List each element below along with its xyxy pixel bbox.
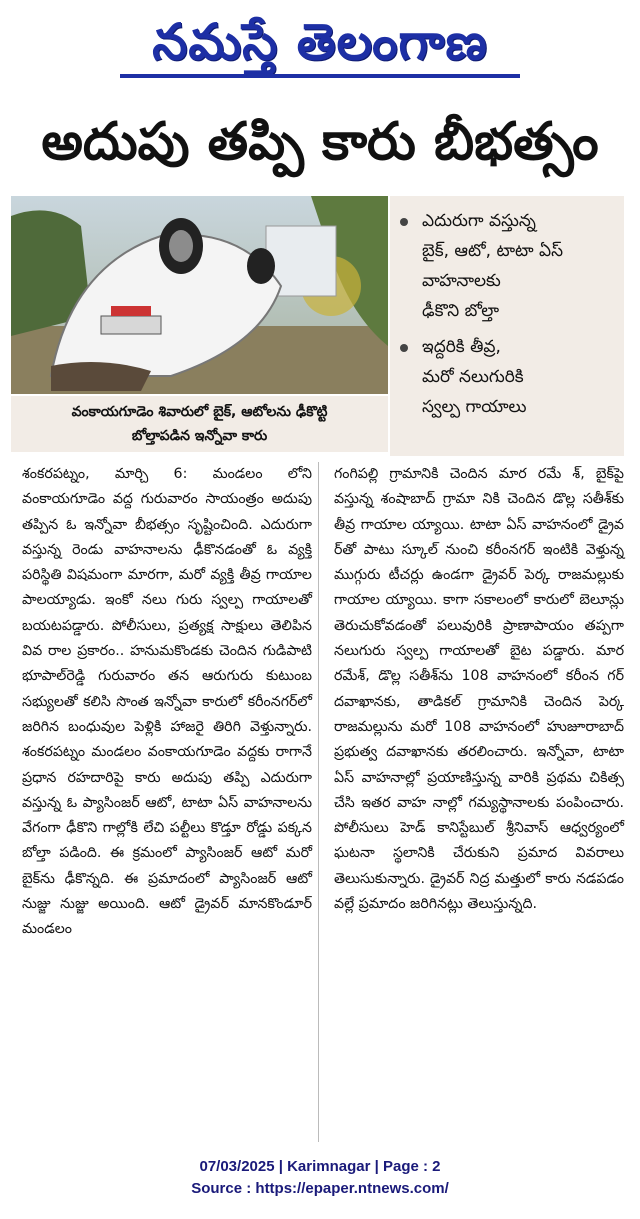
caption-line: వంకాయగూడెం శివారులో బైక్, ఆటోలను ఢీకొట్టి	[71, 404, 328, 420]
source-link[interactable]: Source : https://epaper.ntnews.com/	[191, 1180, 449, 1197]
highlight-line: మరో నలుగురికి	[422, 367, 524, 387]
overturned-car-image	[11, 196, 388, 394]
bullet-icon	[400, 218, 408, 226]
news-photo	[11, 196, 388, 394]
highlights-box	[390, 196, 624, 456]
article-column-left	[22, 462, 312, 943]
highlight-item	[400, 332, 616, 422]
highlight-item	[400, 206, 616, 326]
highlight-line: ఢీకొని బోల్తా	[422, 301, 500, 321]
masthead	[0, 8, 640, 80]
photo-caption	[11, 396, 388, 452]
highlight-line: బైక్, ఆటో, టాటా ఏస్	[422, 241, 564, 261]
newspaper-title: నమస్తే తెలంగాణ	[152, 13, 488, 71]
article-text: గంగిపల్లి గ్రామానికి చెందిన మార రమే శ్, బైక్‌పై వస్తున్న శంషాబాద్ గ్రామా నికి చెందిన డొల్ల సతీశ్‌కు తీవ్ర గాయాల య్యాయి. టాటా ఏస్ వాహనంలో డ్రైవ ర్‌తో పాటు స్కూల్ నుంచి కరీంనగర్ ఇంటికి వెళ్తున్న ముగ్గురు టీచర్లు ఉండగా డ్రైవర్ పెర్క రాజమల్లుకు గాయాల య్యాయి. కాగా సకాలంలో కారులో బెలూన్లు తెరుచుకోవడంతో పలువురికి ప్రాణాపాయం తప్పగా నలుగురు స్వల్ప గాయాలతో బైట పడ్డారు. మార రమేశ్, డొల్ల సతీశ్‌ను 108 వాహనంలో కరీంన గర్ దవాఖానకు, తాడికల్ గ్రామానికి చెందిన పెర్క రాజమల్లును మరో 108 వాహనంలో హుజూరాబాద్ ప్రభుత్వ దవాఖానకు తరలించారు. ఇన్నోవా, టాటా ఏస్ వాహనాల్లో ప్రయాణిస్తున్న వారికి ప్రథమ చికిత్స చేసి ఇతర వాహ నాల్లో గమ్యస్థానాలకు పంపించారు. పోలీసులు హెడ్ కానిస్టేబుల్ శ్రీనివాస్ ఆధ్వర్యంలో ఘటనా స్థలానికి చేరుకుని ప్రమాద వివరాలు తెలుసుకున్నారు. డ్రైవర్ నిద్ర మత్తులో కారు నడపడం వల్లే ప్రమాదం జరిగినట్లు తెలుస్తున్నది.	[334, 466, 624, 913]
highlight-line: ఎదురుగా వస్తున్న	[422, 211, 536, 231]
bullet-icon	[400, 344, 408, 352]
highlight-line: వాహనాలకు	[422, 271, 501, 291]
headline: అదుపు తప్పి కారు బీభత్సం	[41, 112, 599, 172]
caption-line: బోల్తాపడిన ఇన్నోవా కారు	[131, 428, 268, 444]
edition-info: 07/03/2025 | Karimnagar | Page : 2	[199, 1158, 441, 1175]
column-divider	[318, 462, 319, 1142]
highlight-line: ఇద్దరికి తీవ్ర,	[422, 337, 501, 357]
article-text: శంకరపట్నం, మార్చి 6: మండలం లోని వంకాయగూడెం వద్ద గురువారం సాయంత్రం అదుపు తప్పిన ఓ ఇన్నోవా బీభత్సం సృష్టించింది. ఎదురుగా వస్తున్న రెండు వాహనాలను ఢీకొనడంతో ఓ వ్యక్తి పరిస్థితి విషమంగా మారగా, మరో వ్యక్తి తీవ్ర గాయాల పాలయ్యాడు. ఇంకో నలు గురు స్వల్ప గాయాలతో బయటపడ్డారు. పోలీసులు, ప్రత్యక్ష సాక్షులు తెలిపిన వివ రాల ప్రకారం.. హనుమకొండకు చెందిన గుడిపాటి భూపాల్‌రెడ్డి గురువారం తన ఆరుగురు కుటుంబ సభ్యులతో కలిసి సొంత ఇన్నోవా కారులో కరీంనగర్‌లో జరిగిన బంధువుల పెళ్లికి హాజరై తిరిగి వెళ్తున్నారు. శంకరపట్నం మండలం వంకాయగూడెం వద్దకు రాగానే ప్రధాన రహదారిపై కారు అదుపు తప్పి ఎదురుగా వస్తున్న ఓ ప్యాసింజర్ ఆటో, టాటా ఏస్ వాహనాలను వేగంగా ఢీకొని గాల్లోకి లేచి పల్టీలు కొడ్తూ రోడ్డు పక్కన బోల్తా పడింది. ఈ క్రమంలో ప్యాసింజర్ ఆటో మరో బైక్‌ను ఢీకొన్నది. ఈ ప్రమాదంలో ప్యాసింజర్ ఆటో నుజ్జు నుజ్జు అయింది. ఆటో డ్రైవర్ మానకొండూర్ మండలం	[22, 466, 312, 938]
highlight-line: స్వల్ప గాయాలు	[422, 397, 527, 417]
masthead-rule	[120, 74, 520, 78]
article-column-right	[334, 462, 624, 917]
page-footer	[0, 1156, 640, 1200]
